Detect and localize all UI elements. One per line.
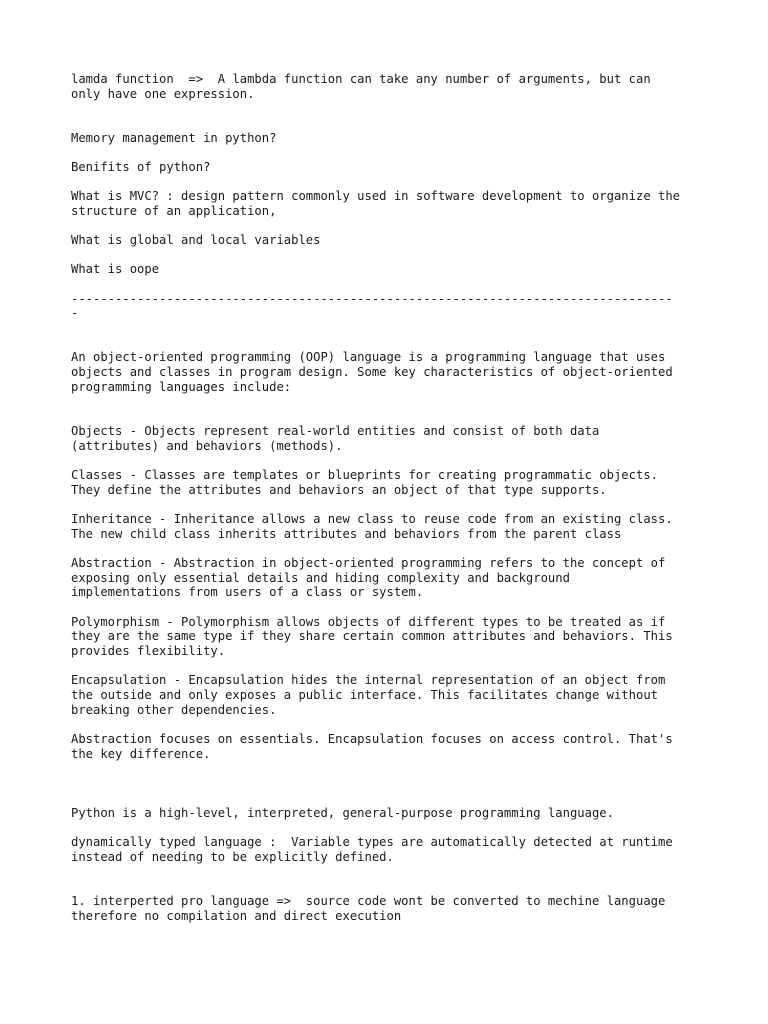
text-line: Encapsulation - Encapsulation hides the internal representation of an object from bbox=[71, 673, 666, 687]
text-line: What is global and local variables bbox=[71, 233, 321, 247]
text-line: objects and classes in program design. Some key characteristics of object-oriented bbox=[71, 365, 673, 379]
text-line: the outside and only exposes a public interface. This facilitates change without bbox=[71, 688, 658, 702]
text-line: What is oope bbox=[71, 262, 160, 276]
text-line: implementations from users of a class or system. bbox=[71, 585, 424, 599]
text-line: Objects - Objects represent real-world entities and consist of both data bbox=[71, 424, 600, 438]
text-line: 1. interperted pro language => source code wont be converted to mechine language bbox=[71, 894, 666, 908]
text-line: lamda function => A lambda function can take any number of arguments, but can bbox=[71, 72, 651, 86]
text-line: Abstraction - Abstraction in object-oriented programming refers to the concept of bbox=[71, 556, 666, 570]
text-line: They define the attributes and behaviors an object of that type supports. bbox=[71, 483, 607, 497]
text-line: Abstraction focuses on essentials. Encapsulation focuses on access control. That's bbox=[71, 732, 673, 746]
text-line: Benifits of python? bbox=[71, 160, 211, 174]
text-line: exposing only essential details and hiding complexity and background bbox=[71, 571, 570, 585]
text-line: breaking other dependencies. bbox=[71, 703, 277, 717]
text-line: The new child class inherits attributes and behaviors from the parent class bbox=[71, 527, 622, 541]
text-line: Inheritance - Inheritance allows a new class to reuse code from an existing class. bbox=[71, 512, 673, 526]
text-line: An object-oriented programming (OOP) language is a programming language that uses bbox=[71, 350, 666, 364]
text-line: What is MVC? : design pattern commonly used in software development to organize the bbox=[71, 189, 681, 203]
text-line: provides flexibility. bbox=[71, 644, 226, 658]
text-line: dynamically typed language : Variable types are automatically detected at runtime bbox=[71, 835, 673, 849]
divider-line: ---------------------------------------------------------------------------------- bbox=[71, 292, 673, 306]
text-line: structure of an application, bbox=[71, 204, 277, 218]
text-line: programming languages include: bbox=[71, 380, 292, 394]
text-line: the key difference. bbox=[71, 747, 211, 761]
text-line: instead of needing to be explicitly defined. bbox=[71, 850, 394, 864]
text-line: Python is a high-level, interpreted, general-purpose programming language. bbox=[71, 806, 614, 820]
text-line: Classes - Classes are templates or blueprints for creating programmatic objects. bbox=[71, 468, 658, 482]
text-line: therefore no compilation and direct execution bbox=[71, 909, 402, 923]
text-line: (attributes) and behaviors (methods). bbox=[71, 439, 343, 453]
divider-line: - bbox=[71, 306, 79, 320]
text-line: Polymorphism - Polymorphism allows objects of different types to be treated as if bbox=[71, 615, 666, 629]
text-line: only have one expression. bbox=[71, 87, 255, 101]
text-line: they are the same type if they share certain common attributes and behaviors. This bbox=[71, 629, 673, 643]
text-line: Memory management in python? bbox=[71, 131, 277, 145]
